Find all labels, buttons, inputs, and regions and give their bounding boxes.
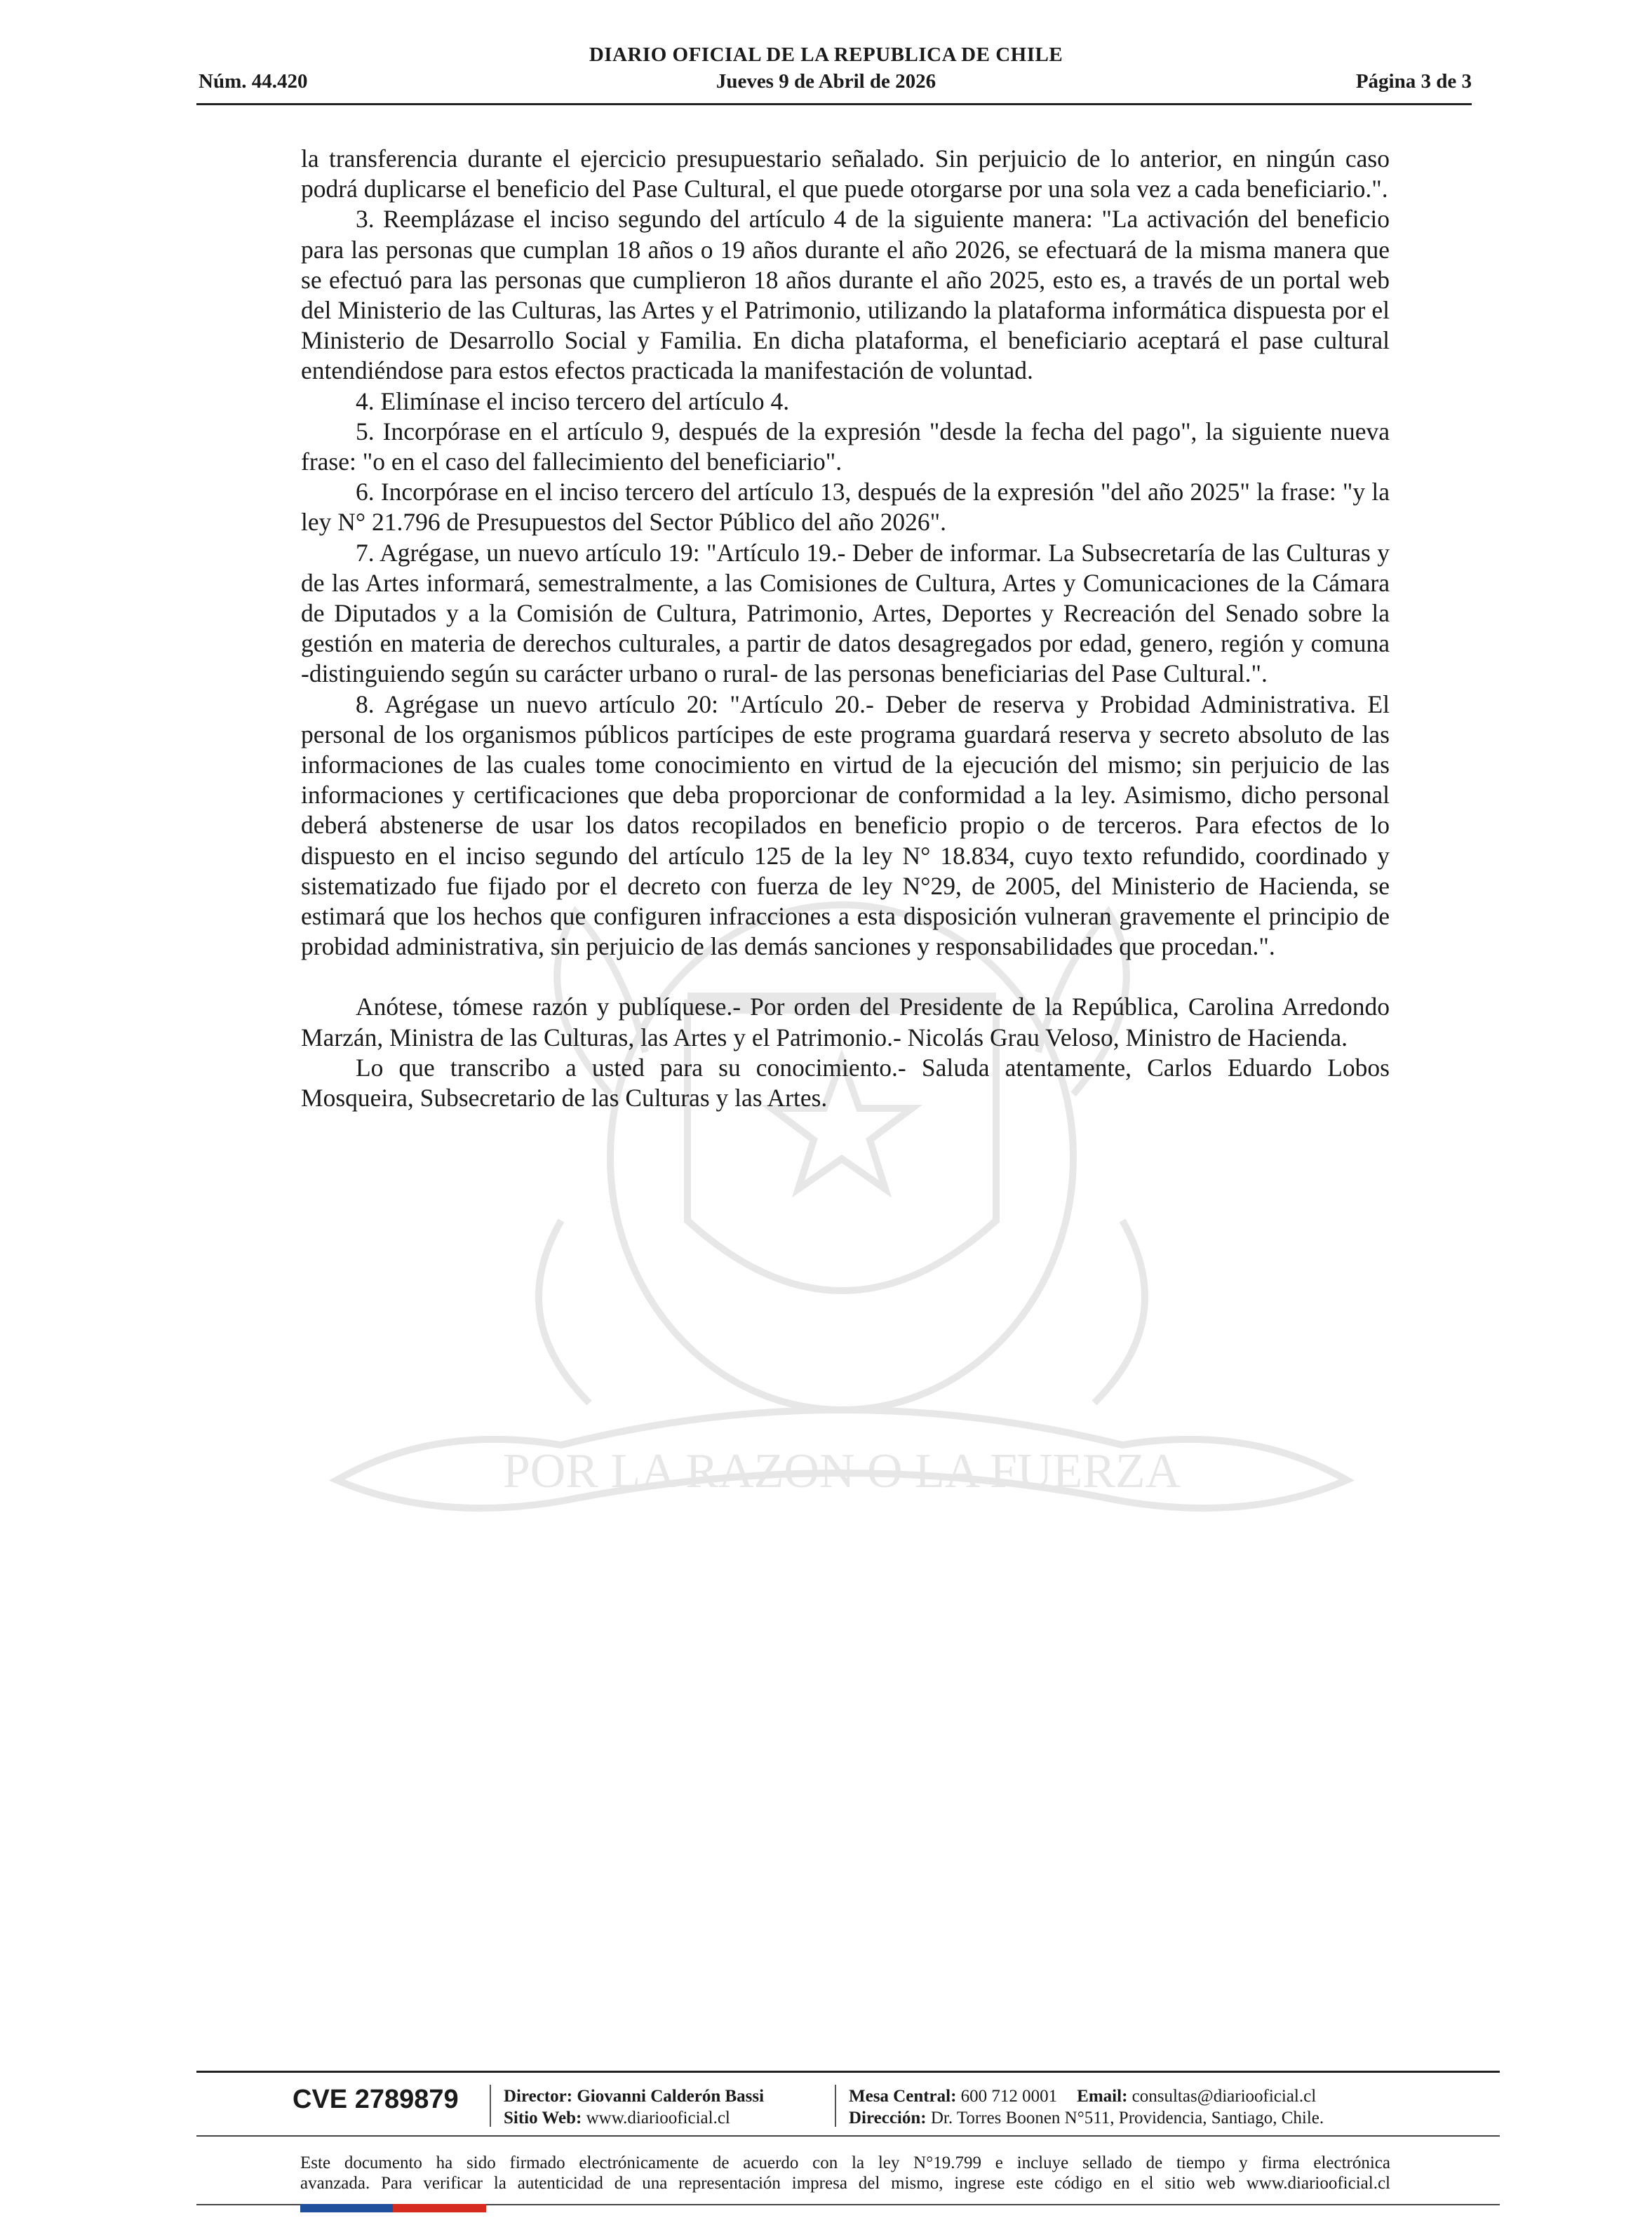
legal-line: avanzada. Para verificar la autenticidad de una representación impresa del mismo, ingrese este código en el sitio web www.diariooficial.cl — [300, 2174, 1390, 2193]
address-value: Dr. Torres Boonen N°511, Providencia, Santiago, Chile. — [930, 2109, 1324, 2127]
footer-separator — [490, 2085, 491, 2127]
legal-line: Este documento ha sido firmado electrónicamente de acuerdo con la ley N°19.799 e incluye sellado de tiempo y firma electrónica — [300, 2153, 1390, 2172]
body-paragraph: 7. Agrégase, un nuevo artículo 19: "Artículo 19.- Deber de informar. La Subsecretaría de las Culturas y de las Artes informará, semestralmente, a las Comisiones de Cultura, Artes y Comunicaciones de la Cámara de Diputados y a la Comisión de Cultura, Patrimonio, Artes, Deportes y Recreación del Senado sobre la gestión en materia de derechos culturales, a partir de datos desagregados por edad, genero, región y comuna -distinguiendo según su carácter urbano o rural- de las personas beneficiarias del Pase Cultural.". — [301, 538, 1390, 688]
body-paragraph: 3. Reemplázase el inciso segundo del artículo 4 de la siguiente manera: "La activación del beneficio para las personas que cumplan 18 años o 19 años durante el año 2026, se efectuará de la misma manera que se efectuó para las personas que cumplieron 18 años durante el año 2025, esto es, a través de un portal web del Ministerio de las Culturas, las Artes y el Patrimonio, utilizando la plataforma informática dispuesta por el Ministerio de Desarrollo Social y Familia. En dicha plataforma, el beneficiario aceptará el pase cultural entendiéndose para estos efectos practicada la manifestación de voluntad. — [301, 205, 1390, 385]
footer-contact-block — [849, 2085, 1324, 2129]
header-divider — [196, 103, 1472, 105]
flag-band-blue — [300, 2204, 393, 2212]
body-paragraph: 8. Agrégase un nuevo artículo 20: "Artículo 20.- Deber de reserva y Probidad Administrativa. El personal de los organismos públicos partícipes de este programa guardará reserva y secreto absoluto de las informaciones de las cuales tome conocimiento en virtud de la ejecución del mismo; sin perjuicio de las informaciones y certificaciones que deba proporcionar de conformidad a la ley. Asimismo, dicho personal deberá abstenerse de usar los datos recopilados en beneficio propio o de terceros. Para efectos de lo dispuesto en el inciso segundo del artículo 125 de la ley N° 18.834, cuyo texto refundido, coordinado y sistematizado fue fijado por el decreto con fuerza de ley N°29, de 2005, del Ministerio de Hacienda, se estimará que los hechos que configuren infracciones a esta disposición vulneran gravemente el principio de probidad administrativa, sin perjuicio de las demás sanciones y responsabilidades que procedan.". — [301, 690, 1390, 961]
mesa-phone: 600 712 0001 — [960, 2087, 1058, 2106]
footer-divider-mid — [196, 2135, 1500, 2137]
director-name: Giovanni Calderón Bassi — [577, 2087, 765, 2106]
footer-director-block — [504, 2085, 764, 2129]
email-link[interactable]: consultas@diariooficial.cl — [1131, 2087, 1317, 2106]
site-link[interactable]: www.diariooficial.cl — [586, 2109, 730, 2127]
issue-number: Núm. 44.420 — [199, 70, 308, 93]
site-label: Sitio Web: — [504, 2109, 582, 2127]
closing-paragraph: Lo que transcribo a usted para su conocimiento.- Saluda atentamente, Carlos Eduardo Lobos Mosqueira, Subsecretario de las Culturas y las Artes. — [301, 1053, 1390, 1112]
watermark-motto: POR LA RAZON O LA FUERZA — [502, 1444, 1181, 1498]
document-body — [301, 144, 1390, 1113]
page-indicator: Página 3 de 3 — [1355, 70, 1472, 93]
legal-notice — [300, 2153, 1390, 2193]
email-label: Email: — [1077, 2087, 1128, 2106]
director-label: Director: — [504, 2087, 573, 2106]
closing-paragraph: Anótese, tómese razón y publíquese.- Por orden del Presidente de la República, Carolina Arredondo Marzán, Ministra de las Culturas, las Artes y el Patrimonio.- Nicolás Grau Veloso, Ministro de Hacienda. — [301, 993, 1390, 1051]
mesa-label: Mesa Central: — [849, 2087, 957, 2106]
body-paragraph: 4. Elimínase el inciso tercero del artículo 4. — [356, 386, 790, 415]
flag-band-red — [393, 2204, 486, 2212]
address-label: Dirección: — [849, 2109, 927, 2127]
footer-divider-top — [196, 2071, 1500, 2073]
cve-code: CVE 2789879 — [293, 2085, 459, 2114]
footer-separator — [835, 2085, 836, 2127]
body-paragraph: 6. Incorpórase en el inciso tercero del artículo 13, después de la expresión "del año 2025" la frase: "y la ley N° 21.796 de Presupuestos del Sector Público del año 2026". — [301, 478, 1390, 537]
newspaper-title: DIARIO OFICIAL DE LA REPUBLICA DE CHILE — [589, 43, 1063, 66]
body-paragraph: la transferencia durante el ejercicio presupuestario señalado. Sin perjuicio de lo anterior, en ningún caso podrá duplicarse el beneficio del Pase Cultural, el que puede otorgarse por una sola vez a cada beneficiario.". — [301, 144, 1390, 203]
issue-date: Jueves 9 de Abril de 2026 — [716, 70, 936, 93]
body-paragraph: 5. Incorpórase en el artículo 9, después de la expresión "desde la fecha del pago", la siguiente nueva frase: "o en el caso del fallecimiento del beneficiario". — [301, 417, 1390, 476]
